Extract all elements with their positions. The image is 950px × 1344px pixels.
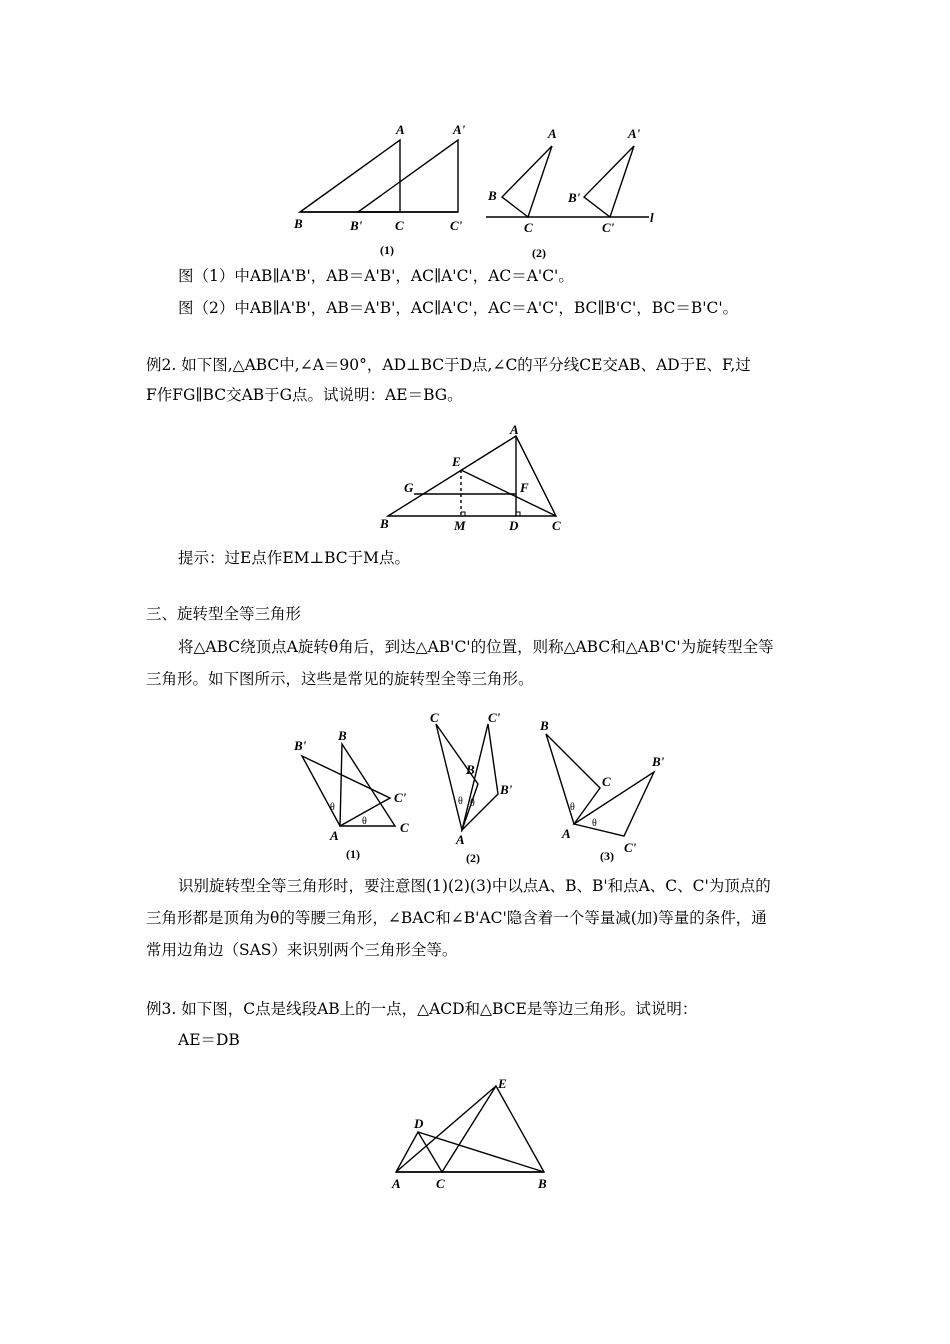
label-c: C <box>524 220 533 235</box>
identify-line2: 三角形都是顶角为θ的等腰三角形，∠BAC和∠B'AC'隐含着一个等量减(加)等量的条件，通 <box>146 909 767 927</box>
label-a: A <box>396 122 405 137</box>
label-b-prime: B' <box>350 218 363 233</box>
rotation-figure-2 <box>422 708 527 868</box>
label-c-prime: C' <box>488 710 501 725</box>
label-e: E <box>452 454 461 469</box>
label-g: G <box>404 480 414 495</box>
label-d: D <box>509 518 519 533</box>
label-c-prime: C' <box>602 220 615 235</box>
caption: (2) <box>466 851 480 865</box>
theta-2: θ <box>362 816 367 827</box>
label-b-prime: B' <box>500 782 513 797</box>
label-e: E <box>498 1076 507 1091</box>
triangle-a-prime-b-prime-c-prime <box>584 146 634 217</box>
fig2-note: 图（2）中AB∥A'B'，AB＝A'B'，AC∥A'C'，AC＝A'C'，BC∥B'C'，BC＝B'C'。 <box>178 299 739 317</box>
triangle-abc <box>502 146 552 217</box>
theta-1: θ <box>458 796 463 807</box>
label-a: A <box>392 1176 401 1191</box>
label-c: C <box>400 820 409 835</box>
hint: 提示：过E点作EM⊥BC于M点。 <box>178 549 410 567</box>
label-a: A <box>562 826 571 841</box>
caption: (2) <box>532 246 546 260</box>
triangle-bce <box>442 1086 544 1172</box>
triangle-abc <box>340 744 395 826</box>
example3-line2: AE＝DB <box>178 1031 240 1049</box>
rotation-figure-3 <box>536 714 676 869</box>
label-a: A <box>456 832 465 847</box>
triangle-ab-prime-c-prime <box>574 772 654 836</box>
label-l: l <box>650 210 654 225</box>
label-b: B <box>380 516 389 531</box>
label-a: A <box>330 828 339 843</box>
section3-line1: 将△ABC绕顶点A旋转θ角后，到达△AB'C'的位置，则称△ABC和△AB'C'为旋转型全等 <box>178 638 774 656</box>
label-a-prime: A' <box>628 126 641 141</box>
caption: (3) <box>600 849 614 863</box>
label-c-prime: C' <box>624 840 637 855</box>
translation-figure-2 <box>484 122 669 262</box>
label-a: A <box>548 126 557 141</box>
section3-title: 三、旋转型全等三角形 <box>146 605 302 623</box>
label-b-prime: B' <box>568 190 581 205</box>
label-b-prime: B' <box>294 738 307 753</box>
label-c: C <box>430 710 439 725</box>
theta-1: θ <box>570 802 575 813</box>
label-b-prime: B' <box>652 754 665 769</box>
triangle-a-prime-b-prime-c-prime <box>358 140 458 212</box>
label-b: B <box>540 718 549 733</box>
label-b: B <box>338 728 347 743</box>
triangle-abc <box>300 140 400 212</box>
triangle-ab-prime-c-prime <box>302 756 390 826</box>
rotation-figure-1 <box>290 726 425 866</box>
example2-figure <box>376 420 576 540</box>
label-b: B <box>294 216 303 231</box>
label-a-prime: A' <box>453 122 466 137</box>
label-d: D <box>414 1116 424 1131</box>
label-c: C <box>436 1176 445 1191</box>
label-c: C <box>395 218 404 233</box>
segment-ae <box>396 1086 496 1172</box>
triangle-abc <box>436 724 478 830</box>
label-c: C <box>602 774 611 789</box>
example2-line2: F作FG∥BC交AB于G点。试说明：AE＝BG。 <box>146 386 463 404</box>
section3-line2: 三角形。如下图所示，这些是常见的旋转型全等三角形。 <box>146 670 534 688</box>
theta-2: θ <box>470 798 475 809</box>
caption: (1) <box>380 243 394 257</box>
label-a: A <box>510 422 519 437</box>
translation-figure-1 <box>290 118 480 260</box>
fig1-note: 图（1）中AB∥A'B'，AB＝A'B'，AC∥A'C'，AC＝A'C'。 <box>178 267 574 285</box>
identify-line3: 常用边角边（SAS）来识别两个三角形全等。 <box>146 941 458 959</box>
label-c-prime: C' <box>394 790 407 805</box>
example2-line1: 例2. 如下图,△ABC中,∠A＝90°，AD⊥BC于D点,∠C的平分线CE交AB、AD于E、F,过 <box>146 356 751 374</box>
label-c-prime: C' <box>450 218 463 233</box>
label-b: B <box>538 1176 547 1191</box>
label-c: C <box>552 518 561 533</box>
theta-2: θ <box>592 818 597 829</box>
example3-figure <box>388 1074 558 1199</box>
caption: (1) <box>346 847 360 861</box>
example3-line1: 例3. 如下图，C点是线段AB上的一点，△ACD和△BCE是等边三角形。试说明： <box>146 1000 698 1018</box>
theta-1: θ <box>330 802 335 813</box>
label-b: B <box>488 188 497 203</box>
identify-line1: 识别旋转型全等三角形时，要注意图(1)(2)(3)中以点A、B、B'和点A、C、C'为顶点的 <box>178 877 771 895</box>
label-m: M <box>454 518 466 533</box>
label-f: F <box>520 480 529 495</box>
label-b: B <box>466 762 475 777</box>
